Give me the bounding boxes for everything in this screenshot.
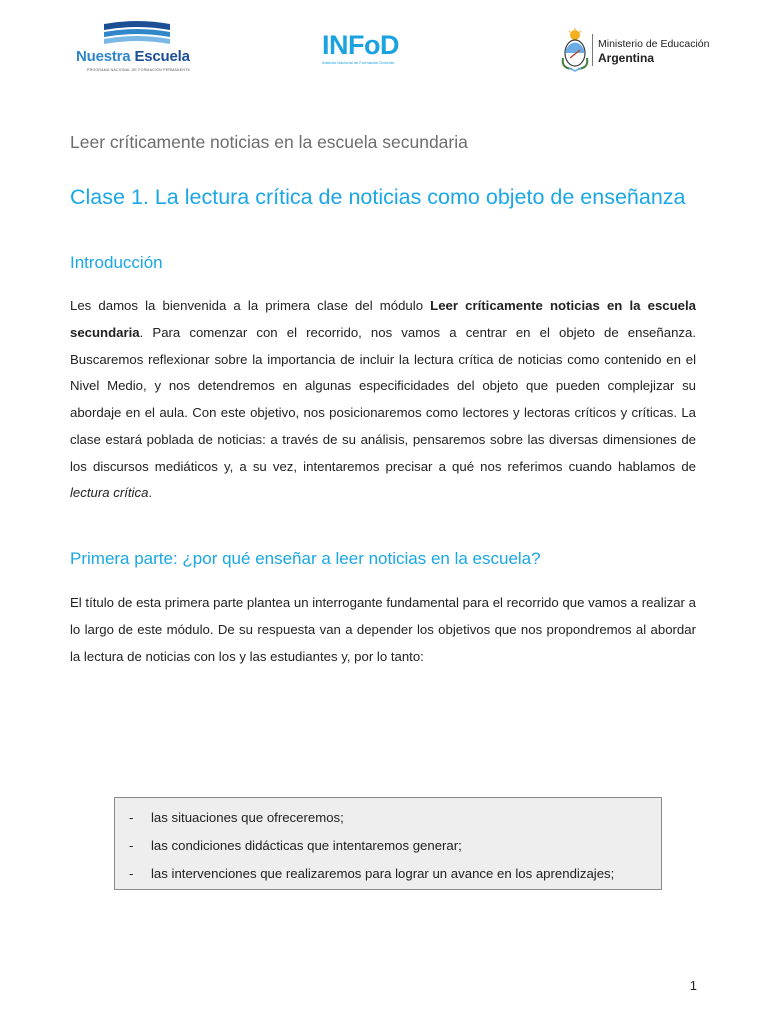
list-marker: -	[129, 838, 134, 853]
list-item-text: las situaciones que ofreceremos;	[151, 810, 344, 825]
course-subtitle: Leer críticamente noticias en la escuela secundaria	[70, 132, 468, 152]
nuestra-escuela-waves-icon	[102, 20, 172, 46]
argentina-coat-of-arms-icon	[560, 28, 590, 72]
objectives-list-box	[114, 797, 662, 890]
intro-heading: Introducción	[70, 253, 163, 272]
nuestra-escuela-logo	[76, 20, 198, 74]
logo-divider	[592, 34, 593, 66]
intro-text-1: Les damos la bienvenida a la primera clase del módulo	[70, 298, 431, 313]
list-marker: -	[129, 810, 134, 825]
document-body	[70, 128, 696, 670]
nuestra-word: Nuestra	[76, 48, 131, 65]
page-number: 1	[689, 978, 697, 993]
list-item-text: las intervenciones que realizaremos para lograr un avance en los aprendizajes;	[151, 866, 615, 881]
infod-logo	[322, 30, 422, 70]
infod-wordmark: INFoD	[322, 30, 399, 60]
part1-heading: Primera parte: ¿por qué enseñar a leer noticias en la escuela?	[70, 549, 541, 568]
list-item	[129, 804, 649, 832]
list-item	[129, 860, 649, 888]
infod-tagline: Instituto Nacional de Formación Docente	[322, 60, 395, 65]
list-marker: -	[129, 866, 134, 881]
intro-italic-term: lectura crítica	[70, 485, 149, 501]
page-title: Clase 1. La lectura crítica de noticias como objeto de enseñanza	[70, 185, 686, 209]
ministerio-logo	[560, 28, 710, 72]
intro-paragraph	[70, 293, 696, 507]
part1-paragraph: El título de esta primera parte plantea un interrogante fundamental para el recorrido que vamos a realizar a lo largo de este módulo. De su respuesta van a depender los objetivos que nos propondremos al abordar la lectura de noticias con los y las estudiantes y, por lo tanto:	[70, 595, 696, 664]
ministerio-country: Argentina	[598, 51, 655, 65]
nuestra-escuela-tagline: PROGRAMA NACIONAL DE FORMACIÓN PERMANENTE	[87, 68, 191, 72]
intro-text-2: . Para comenzar con el recorrido, nos vamos a centrar en el objeto de enseñanza. Buscaremos reflexionar sobre la importancia de incluir la lectura crítica de noticias como contenido en el Nivel Medio, y nos detendremos en algunas especificidades del objeto que pueden complejizar su abordaje en el aula. Con este objetivo, nos posicionaremos como lectores y lectoras críticos y críticas. La clase estará poblada de noticias: a través de su análisis, pensaremos sobre las diversas dimensiones de los discursos mediáticos y, a su vez, intentaremos precisar a qué nos referimos cuando hablamos de	[70, 324, 696, 474]
ministerio-name: Ministerio de Educación	[598, 38, 710, 50]
list-item-text: las condiciones didácticas que intentaremos generar;	[151, 838, 462, 853]
nuestra-escuela-wordmark	[76, 48, 190, 65]
escuela-word: Escuela	[134, 48, 190, 65]
list-item	[129, 832, 649, 860]
intro-module-name: Leer críticamente noticias en la escuela secundaria	[70, 298, 696, 340]
intro-text-3: .	[148, 485, 153, 501]
